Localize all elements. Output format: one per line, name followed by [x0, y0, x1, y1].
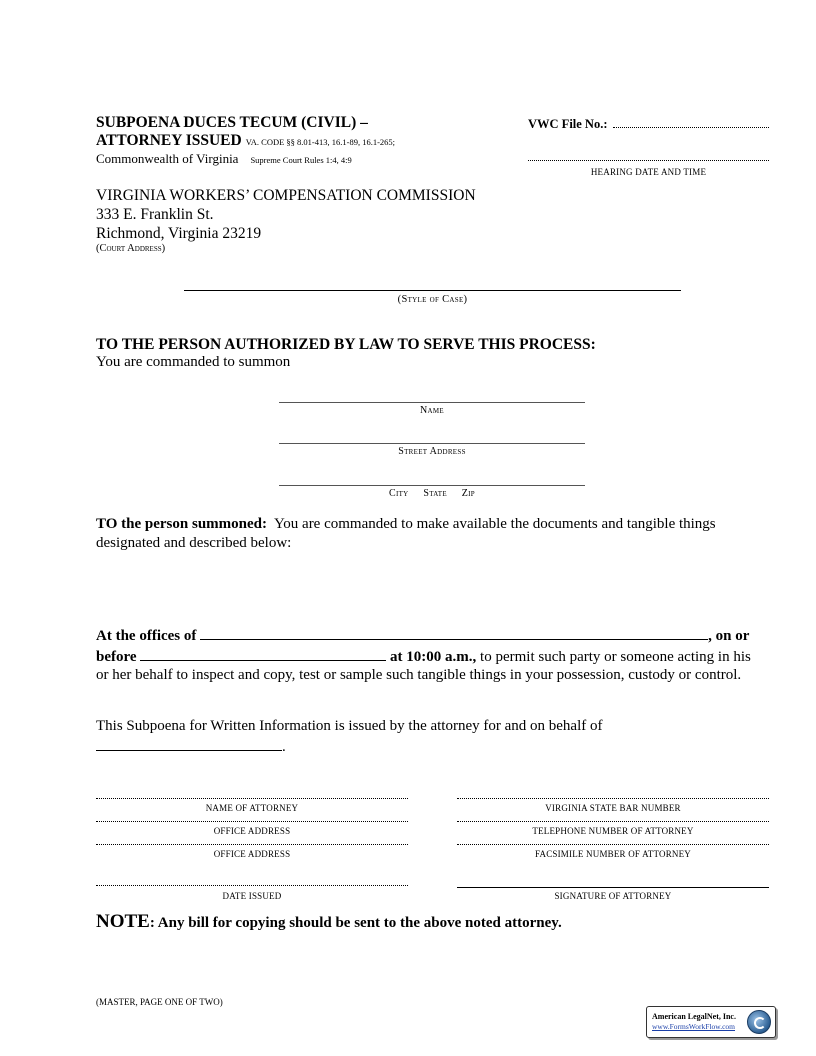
court-address-caption: (Court Address)	[96, 243, 166, 254]
summon-street-caption: Street Address	[398, 446, 466, 457]
publisher-logo	[646, 1006, 776, 1038]
file-no-label: VWC File No.:	[528, 117, 608, 131]
authorization-command: You are commanded to summon	[96, 354, 291, 370]
style-of-case-caption: (Style of Case)	[397, 294, 468, 305]
telephone-caption: TELEPHONE NUMBER OF ATTORNEY	[532, 826, 694, 836]
issued-by-text: This Subpoena for Written Information is issued by the attorney for and on behalf of	[96, 718, 603, 734]
page-info: (MASTER, PAGE ONE OF TWO)	[96, 997, 223, 1007]
court-street: 333 E. Franklin St.	[96, 206, 214, 223]
date-issued-caption: DATE ISSUED	[222, 891, 282, 901]
person-summoned-paragraph	[96, 515, 764, 552]
form-title-line1: SUBPOENA DUCES TECUM (CIVIL) –	[96, 114, 368, 131]
offices-location-field[interactable]	[200, 625, 708, 640]
city-caption: City	[388, 488, 409, 499]
facsimile-field[interactable]	[457, 844, 769, 845]
jurisdiction-line	[96, 150, 352, 168]
court-city: Richmond, Virginia 23219	[96, 225, 262, 242]
style-of-case-field[interactable]	[184, 290, 681, 291]
state-caption: State	[423, 488, 447, 499]
offices-time: at 10:00 a.m.,	[390, 648, 477, 665]
note-line	[96, 911, 562, 933]
hearing-date-field[interactable]	[528, 160, 769, 161]
offices-rest: to permit such party or someone acting in his or her behalf to inspect and copy, test or sample such tangible things in your possession, custody or control.	[96, 648, 751, 683]
summon-street-field[interactable]	[279, 443, 585, 444]
bar-number-field[interactable]	[457, 798, 769, 799]
globe-icon	[747, 1010, 771, 1034]
office-address-1-field[interactable]	[96, 821, 408, 822]
signature-field[interactable]	[457, 887, 769, 888]
issued-by-paragraph	[96, 717, 764, 756]
note-text: : Any bill for copying should be sent to the above noted attorney.	[149, 915, 562, 931]
office-address-1-caption: OFFICE ADDRESS	[213, 826, 291, 836]
offices-on-or: , on or	[708, 628, 750, 644]
attorney-name-caption: NAME OF ATTORNEY	[205, 803, 299, 813]
offices-paragraph	[96, 625, 764, 685]
jurisdiction: Commonwealth of Virginia	[96, 151, 239, 166]
form-title-attorney-issued: ATTORNEY ISSUED	[96, 132, 242, 149]
court-rules: Supreme Court Rules 1:4, 4:9	[250, 155, 352, 165]
office-address-2-caption: OFFICE ADDRESS	[213, 849, 291, 859]
date-issued-field[interactable]	[96, 885, 408, 886]
facsimile-caption: FACSIMILE NUMBER OF ATTORNEY	[534, 849, 692, 859]
court-name: VIRGINIA WORKERS’ COMPENSATION COMMISSION	[96, 187, 476, 204]
issued-on-behalf-field[interactable]	[96, 736, 282, 751]
offices-at-label: At the offices of	[96, 628, 197, 644]
issued-by-end: .	[282, 738, 286, 755]
summon-name-field[interactable]	[279, 402, 585, 403]
code-reference: VA. CODE §§ 8.01-413, 16.1-89, 16.1-265;	[245, 137, 396, 147]
office-address-2-field[interactable]	[96, 844, 408, 845]
form-title-line2	[96, 132, 395, 150]
telephone-field[interactable]	[457, 821, 769, 822]
authorization-heading: TO THE PERSON AUTHORIZED BY LAW TO SERVE THIS PROCESS:	[96, 336, 596, 353]
logo-url[interactable]: www.FormsWorkFlow.com	[652, 1022, 736, 1031]
bar-number-caption: VIRGINIA STATE BAR NUMBER	[545, 803, 681, 813]
hearing-date-caption: HEARING DATE AND TIME	[590, 167, 707, 177]
summon-city-field[interactable]	[279, 485, 585, 486]
signature-caption: SIGNATURE OF ATTORNEY	[554, 891, 672, 901]
offices-before-label: before	[96, 648, 137, 665]
logo-company-name: American LegalNet, Inc.	[652, 1012, 736, 1021]
file-no-field[interactable]	[613, 127, 769, 128]
person-summoned-text: You are commanded to make available the documents and tangible things designated and described below:	[96, 516, 716, 551]
zip-caption: Zip	[461, 488, 475, 499]
person-summoned-lead: TO the person summoned:	[96, 516, 267, 532]
summon-city-state-zip-caption	[279, 488, 585, 499]
offices-date-field[interactable]	[140, 646, 386, 661]
summon-name-caption: Name	[420, 405, 444, 416]
attorney-name-field[interactable]	[96, 798, 408, 799]
note-label: NOTE	[96, 911, 150, 932]
